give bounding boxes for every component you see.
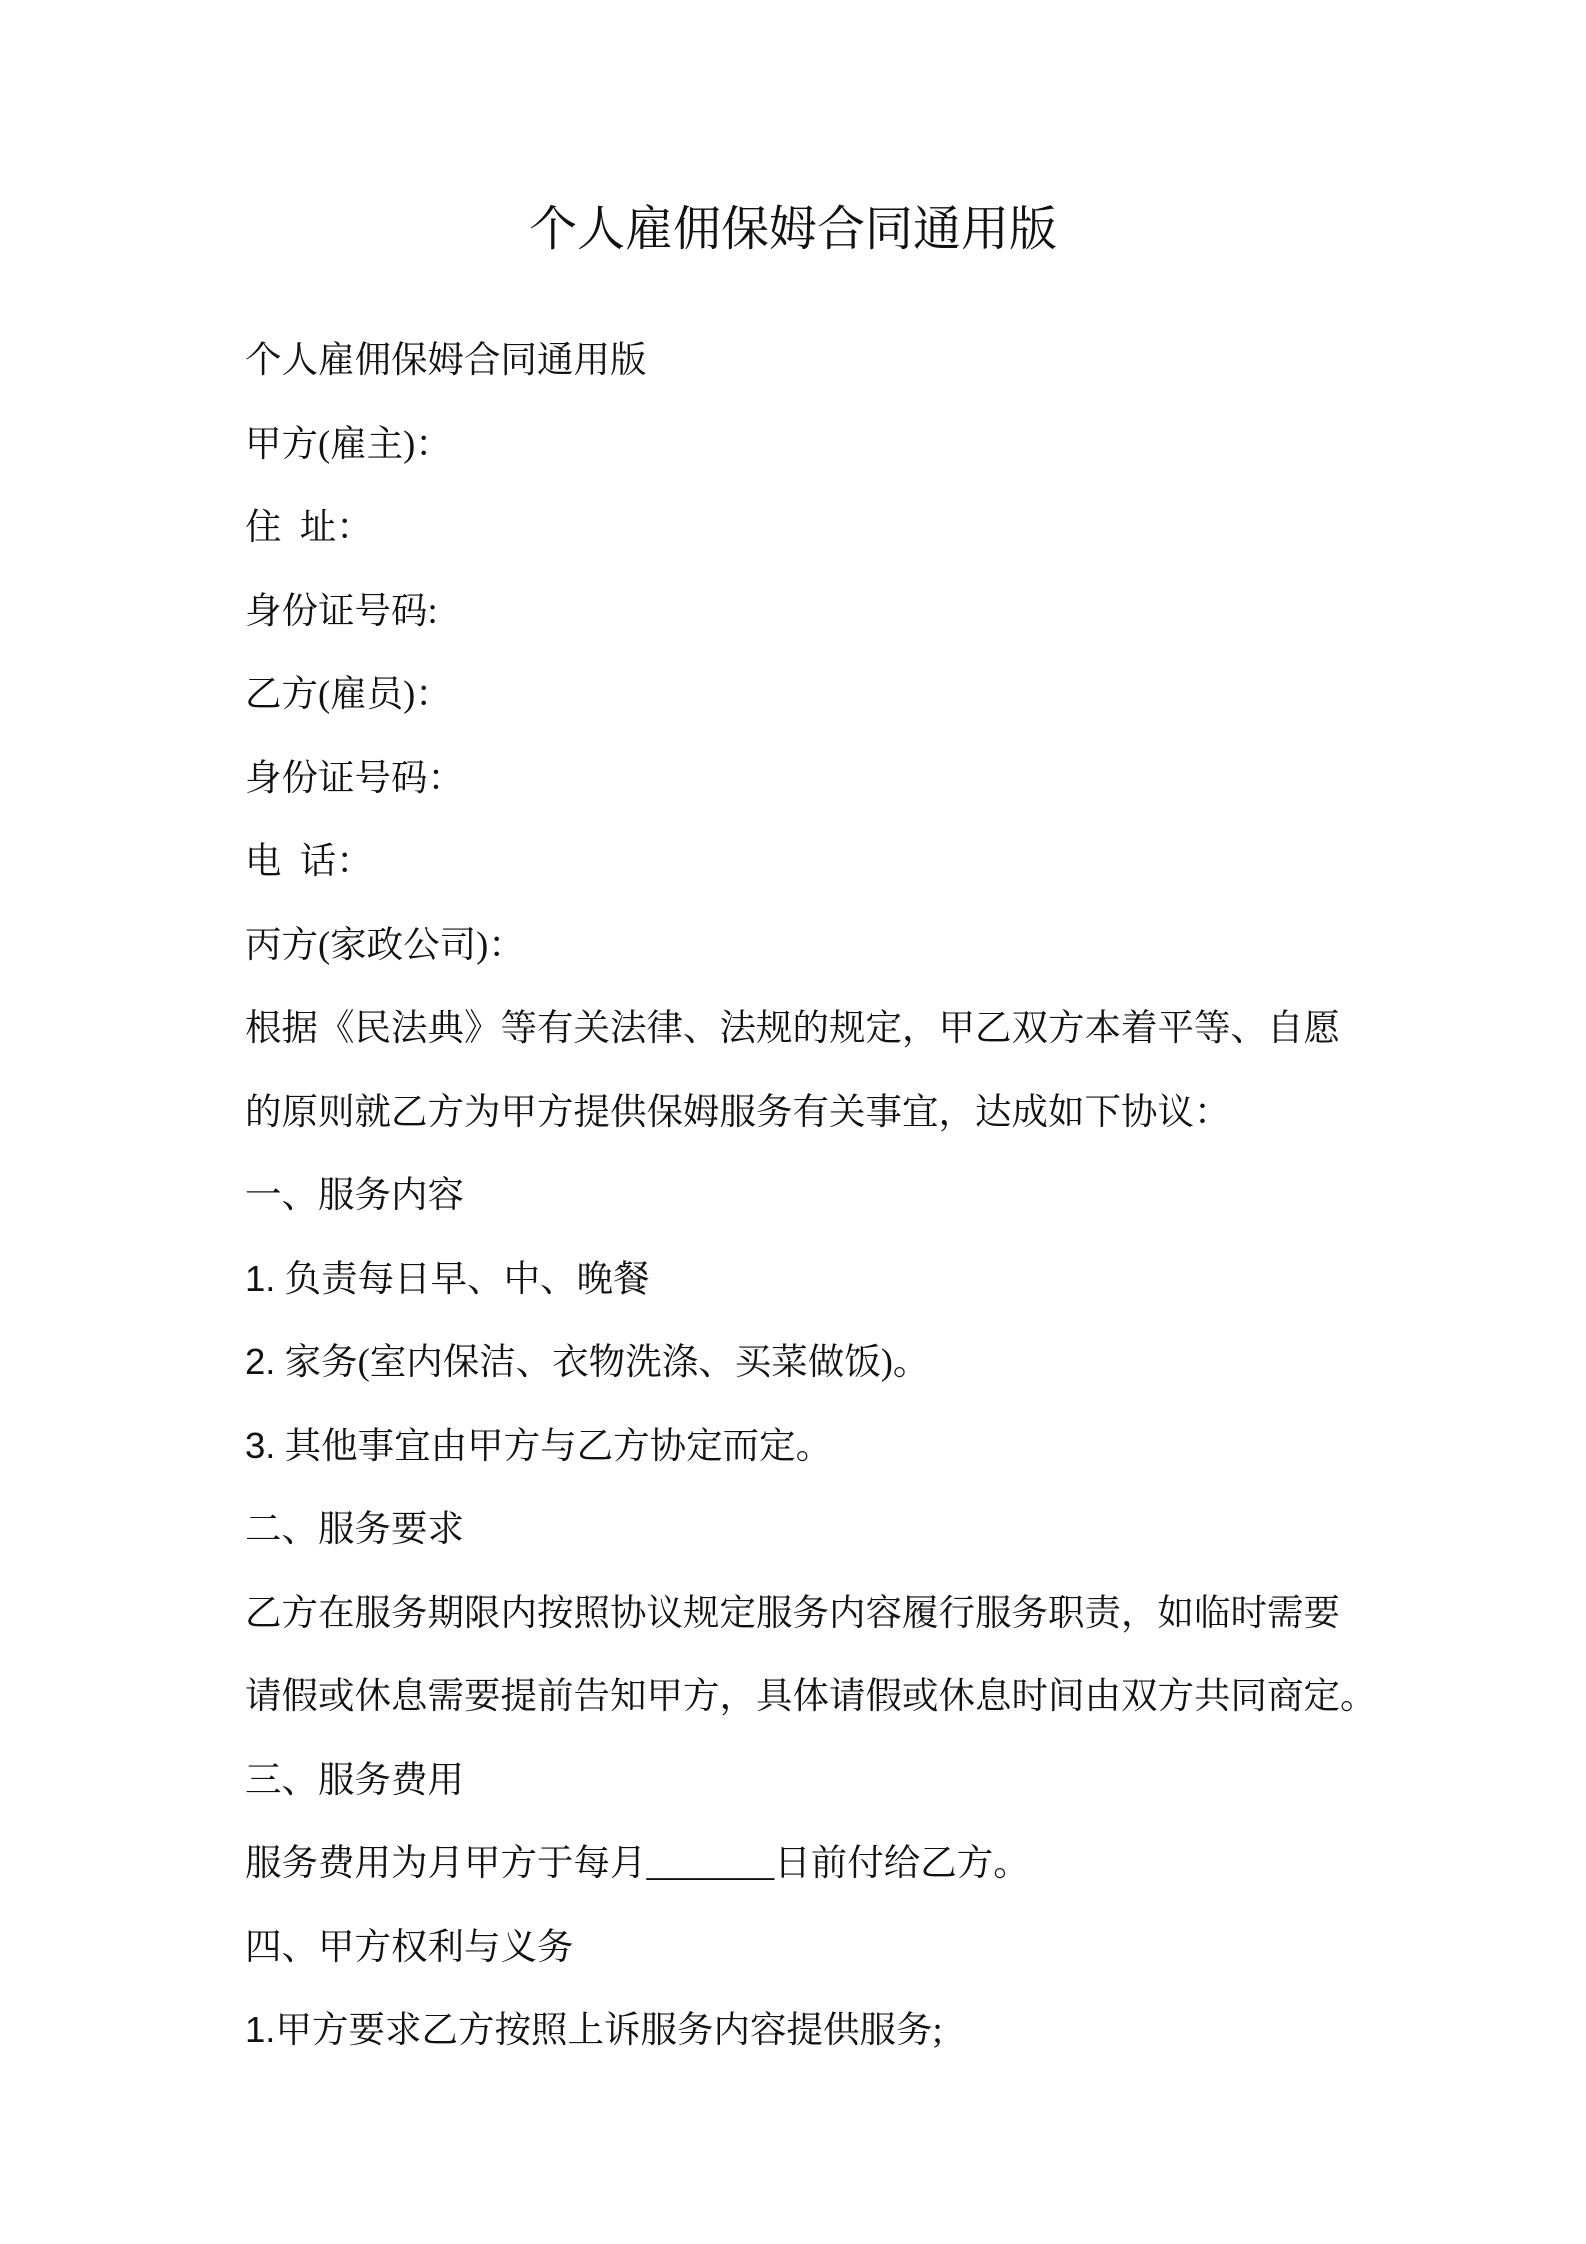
doc-heading: 个人雇佣保姆合同通用版: [245, 339, 647, 380]
item-text: 其他事宜由甲方与乙方协定而定。: [275, 1424, 833, 1466]
party-a-id-field: 身份证号码:: [245, 589, 438, 631]
preamble-line: 的原则就乙方为甲方提供保姆服务有关事宜，达成如下协议：: [245, 1090, 1231, 1132]
payment-line: [245, 1821, 1445, 1905]
item-number: 3.: [245, 1424, 276, 1466]
party-a-field: 甲方(雇主)：: [245, 422, 452, 464]
paragraph-line: 乙方在服务期限内按照协议规定服务内容履行服务职责，如临时需要: [245, 1591, 1340, 1633]
item-text: 家务(室内保洁、衣物洗涤、买菜做饭)。: [275, 1341, 930, 1382]
party-c-field: 丙方(家政公司)：: [245, 923, 525, 965]
section-heading: 一、服务内容: [245, 1174, 464, 1215]
section-heading: 四、甲方权利与义务: [245, 1925, 574, 1967]
item-text: 负责每日早、中、晚餐: [275, 1257, 650, 1299]
payment-text-after: 日前付给乙方。: [774, 1842, 1030, 1883]
payment-day-blank: _______: [646, 1842, 775, 1883]
list-item: [245, 1237, 1445, 1321]
address-field: 住 址：: [245, 506, 373, 547]
party-b-field: 乙方(雇员)：: [245, 673, 452, 714]
phone-field: 电 话：: [245, 840, 373, 881]
page-title: 个人雇佣保姆合同通用版: [528, 203, 1057, 256]
payment-text-before: 服务费用为月甲方于每月: [245, 1842, 647, 1883]
list-item: [245, 1404, 1445, 1488]
item-number: 2.: [245, 1341, 276, 1382]
list-item: [245, 1320, 1445, 1404]
paragraph-line: 请假或休息需要提前告知甲方，具体请假或休息时间由双方共同商定。: [245, 1675, 1377, 1716]
list-item: [245, 1988, 1445, 2072]
party-b-id-field: 身份证号码：: [245, 756, 464, 798]
section-heading: 三、服务费用: [245, 1758, 464, 1800]
preamble-line: 根据《民法典》等有关法律、法规的规定，甲乙双方本着平等、自愿: [245, 1007, 1340, 1048]
document-body: [245, 318, 1445, 2072]
section-heading: 二、服务要求: [245, 1508, 464, 1549]
item-number: 1.: [245, 2009, 276, 2050]
item-text: 甲方要求乙方按照上诉服务内容提供服务;: [275, 2009, 943, 2050]
item-number: 1.: [245, 1257, 276, 1299]
